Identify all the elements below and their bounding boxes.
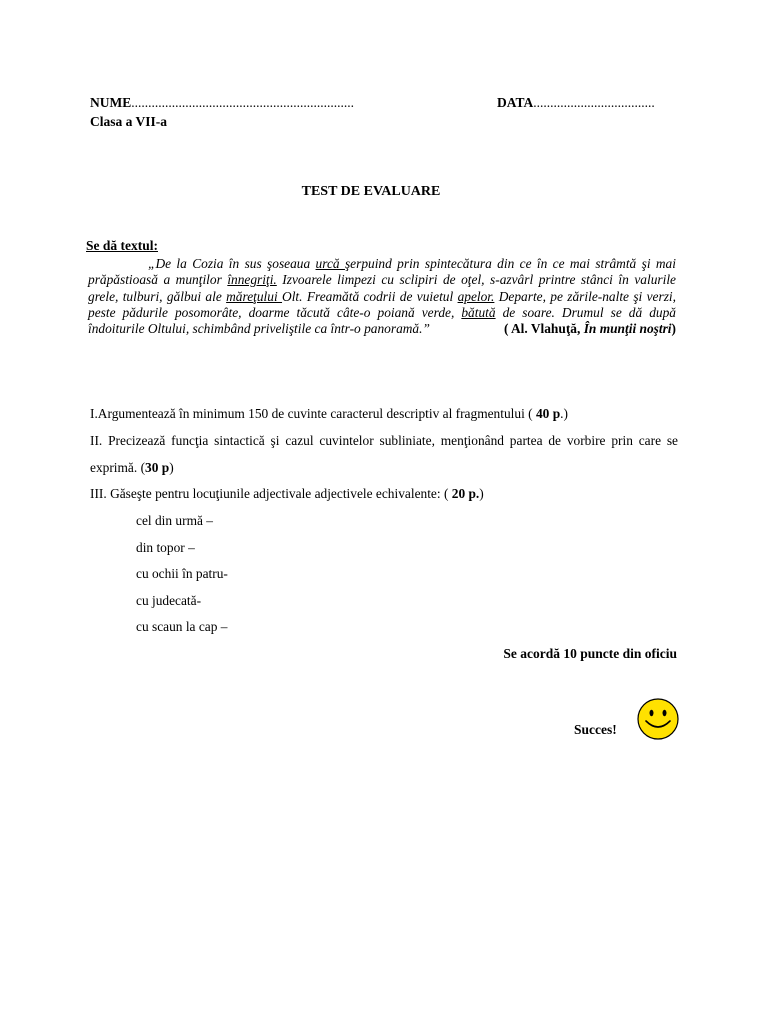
locution-item: din topor – xyxy=(136,540,195,555)
question-points: 20 p. xyxy=(451,486,480,501)
passage-text: şerpuind prin spintecătura din ce în ce mai strâmtă şi mai prăpăstioasă a munţilor xyxy=(88,256,676,288)
underlined-word: urcă xyxy=(315,256,345,271)
underlined-word: bătută xyxy=(461,304,496,320)
question-text: I.Argumentează în minimum 150 de cuvinte caracterul descriptiv al fragmentului ( xyxy=(90,406,536,421)
underlined-word: măreţului xyxy=(226,288,283,304)
locution-item: cel din urmă – xyxy=(136,513,213,528)
locution-item: cu scaun la cap – xyxy=(136,619,228,634)
date-field xyxy=(497,95,655,111)
source-close: ) xyxy=(671,321,676,337)
question-text: II. Precizează funcţia sintactică şi cazul cuvintelor subliniate, menţionând partea de vorbire prin care se exprimă. ( xyxy=(90,433,678,475)
name-label: NUME xyxy=(90,95,132,110)
passage-source xyxy=(504,321,676,337)
question-text: III. Găseşte pentru locuţiunile adjectivale adjectivele echivalente: ( xyxy=(90,486,452,501)
date-label: DATA xyxy=(497,95,534,110)
question-text-end: ) xyxy=(479,486,484,501)
question-3 xyxy=(90,481,484,508)
name-field xyxy=(90,95,354,111)
class-label: Clasa a VII-a xyxy=(90,114,168,129)
source-author: ( Al. Vlahuţă, xyxy=(503,321,584,337)
page-title: TEST DE EVALUARE xyxy=(301,184,441,199)
question-text-end: .) xyxy=(560,406,568,421)
locution-item: cu judecată- xyxy=(136,593,202,608)
intro-label: Se dă textul: xyxy=(86,238,158,253)
passage-text: Olt. Freamătă codrii de vuietul xyxy=(282,288,458,304)
passage-text: Izvoarele limpezi cu sclipiri de oţel, s-azvârl printre stânci în valurile grele, tulburi, gălbui ale xyxy=(88,272,676,304)
bonus-points-note: Se acordă 10 puncte din oficiu xyxy=(503,646,677,661)
source-work: În munţii noştri xyxy=(583,321,672,337)
date-dots: .................................... xyxy=(533,95,655,110)
closing-text: Succes! xyxy=(574,722,617,737)
passage-text: „De la Cozia în sus şoseaua xyxy=(148,256,316,271)
question-points: 40 p xyxy=(535,406,561,421)
question-2 xyxy=(90,428,678,481)
locution-item: cu ochii în patru- xyxy=(136,566,228,581)
passage-text: de soare. Drumul se dă după îndoiturile Oltului, schimbând priveliştile ca într-o panoramă.” xyxy=(88,304,676,337)
name-dots: .................................................................. xyxy=(131,95,354,110)
question-points: 30 p xyxy=(145,459,170,475)
smiley-face-icon xyxy=(636,697,680,741)
question-1 xyxy=(90,401,568,428)
literary-passage xyxy=(88,256,676,338)
underlined-word: apelor. xyxy=(457,288,495,304)
question-text-end: ) xyxy=(169,459,174,475)
underlined-word: înnegriţi. xyxy=(227,272,277,288)
passage-text: Departe, pe zările-nalte şi verzi, peste pădurile posomorâte, doarme tăcută câte-o poiană verde, xyxy=(88,288,676,320)
